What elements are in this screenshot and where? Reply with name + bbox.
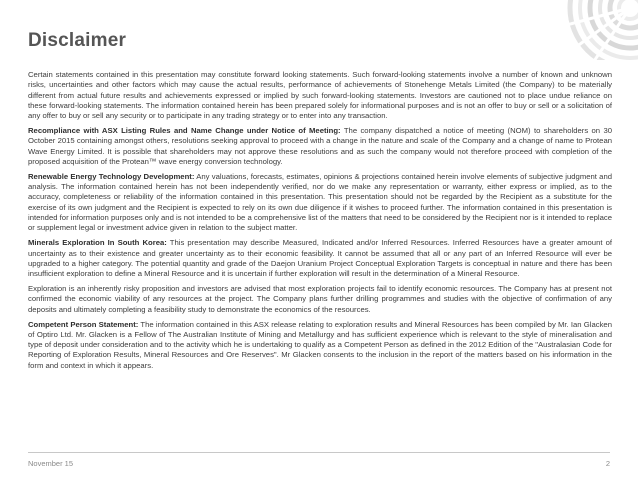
concentric-ring-logo-icon [558, 0, 638, 60]
footer-divider [28, 452, 610, 453]
paragraph-text: Certain statements contained in this presentation may constitute forward looking statements. Such forward-looking statements involve a number of known and unknown risks, uncertainties and other factors which may cause the actual results, performance of achievements of Stonehenge Metals Limited (the Company) to be materially different from actual future results and achievements expressed or implied by such forward-looking statements. Investors are cautioned not to place undue reliance on these forward-looking statements. The information contained herein has been prepared solely for informational purposes and is not an offer to buy or sell or a solicitation of any offer to buy or sell any security or to participate in any trading strategy or to enter into any transaction. [28, 70, 612, 121]
paragraph-heading: Recompliance with ASX Listing Rules and Name Change under Notice of Meeting: [28, 126, 341, 136]
paragraph-heading: Renewable Energy Technology Development: [28, 171, 195, 181]
paragraph [28, 238, 612, 279]
footer-date: November 15 [28, 459, 74, 468]
page-number: 2 [605, 459, 610, 468]
paragraph [28, 172, 612, 234]
page-title: Disclaimer [28, 30, 127, 51]
paragraph [28, 284, 612, 315]
paragraph-text: Exploration is an inherently risky proposition and investors are advised that most exploration projects fail to identify economic resources. The Company has at present not confirmed the economic viability of any resources at the project. The Company plans further drilling programmes and studies with the objective of confirmation of any deposits and ultimately completing a feasibility study to demonstrate the economics of the resources. [28, 284, 612, 314]
paragraph-heading: Minerals Exploration In South Korea: [28, 238, 167, 248]
paragraph-text: The information contained in this ASX release relating to exploration results and Mineral Resources has been compiled by Mr. Ian Glacken of Optiro Ltd. Mr. Glacken is a Fellow of The Australian Institute of Mining and Metallurgy and has sufficient experience which is relevant to the style of mineralisation and type of deposit under consideration and to the activity which he is undertaking to qualify as a Competent Person as defined in the 2012 Edition of the "Australasian Code for Reporting of Exploration Results, Mineral Resources and Ore Reserves". Mr Glacken consents to the inclusion in the report of the matters based on his information in the form and context in which it appears. [28, 319, 612, 370]
disclaimer-body [28, 70, 612, 376]
paragraph-heading: Competent Person Statement: [28, 319, 139, 329]
paragraph [28, 320, 612, 371]
paragraph-text: The company dispatched a notice of meeting (NOM) to shareholders on 30 October 2015 containing amongst others, resolutions seeking approval to proceed with a change in the nature and scale of the Company and a change of name to Protean Wave Energy Limited. It is possible that shareholders may not approve these resolutions and as such the company would not therefore proceed with completion of the proposed acquisition of the Protean™ wave energy conversion technology. [28, 126, 612, 166]
paragraph [28, 126, 612, 167]
paragraph [28, 70, 612, 121]
paragraph-text: This presentation may describe Measured, Indicated and/or Inferred Resources. Inferred Resources have a greater amount of uncertainty as to their existence and greater uncertainty as to their economic feasibility. It cannot be assumed that all or any part of an Inferred Resource will ever be upgraded to a higher category. The potential quantity and grade of the Daejon Uranium Project Conceptual Exploration Targets is conceptual in nature and there has been insufficient exploration to define a Mineral Resource and it is uncertain if further exploration will result in the determination of a Mineral Resource. [28, 238, 613, 279]
paragraph-text: Any valuations, forecasts, estimates, opinions & projections contained herein involve elements of subjective judgment and analysis. The information contained herein has not been independently verified, nor do we make any representation or warranty, either express or implied, as to the accuracy, completeness or reliability of the information contained in this presentation. This presentation should not be regarded by the Recipient as a substitute for the exercise of its own judgment and the Recipient is expected to rely on its own due diligence if it wishes to proceed further. The information contained in this presentation is intended for information purposes only and is not intended to be a comprehensive list of the matters that need to be considered by the Recipient nor is it intended to replace or supplement legal or investment advice given in relation to the subject matter. [28, 171, 612, 233]
